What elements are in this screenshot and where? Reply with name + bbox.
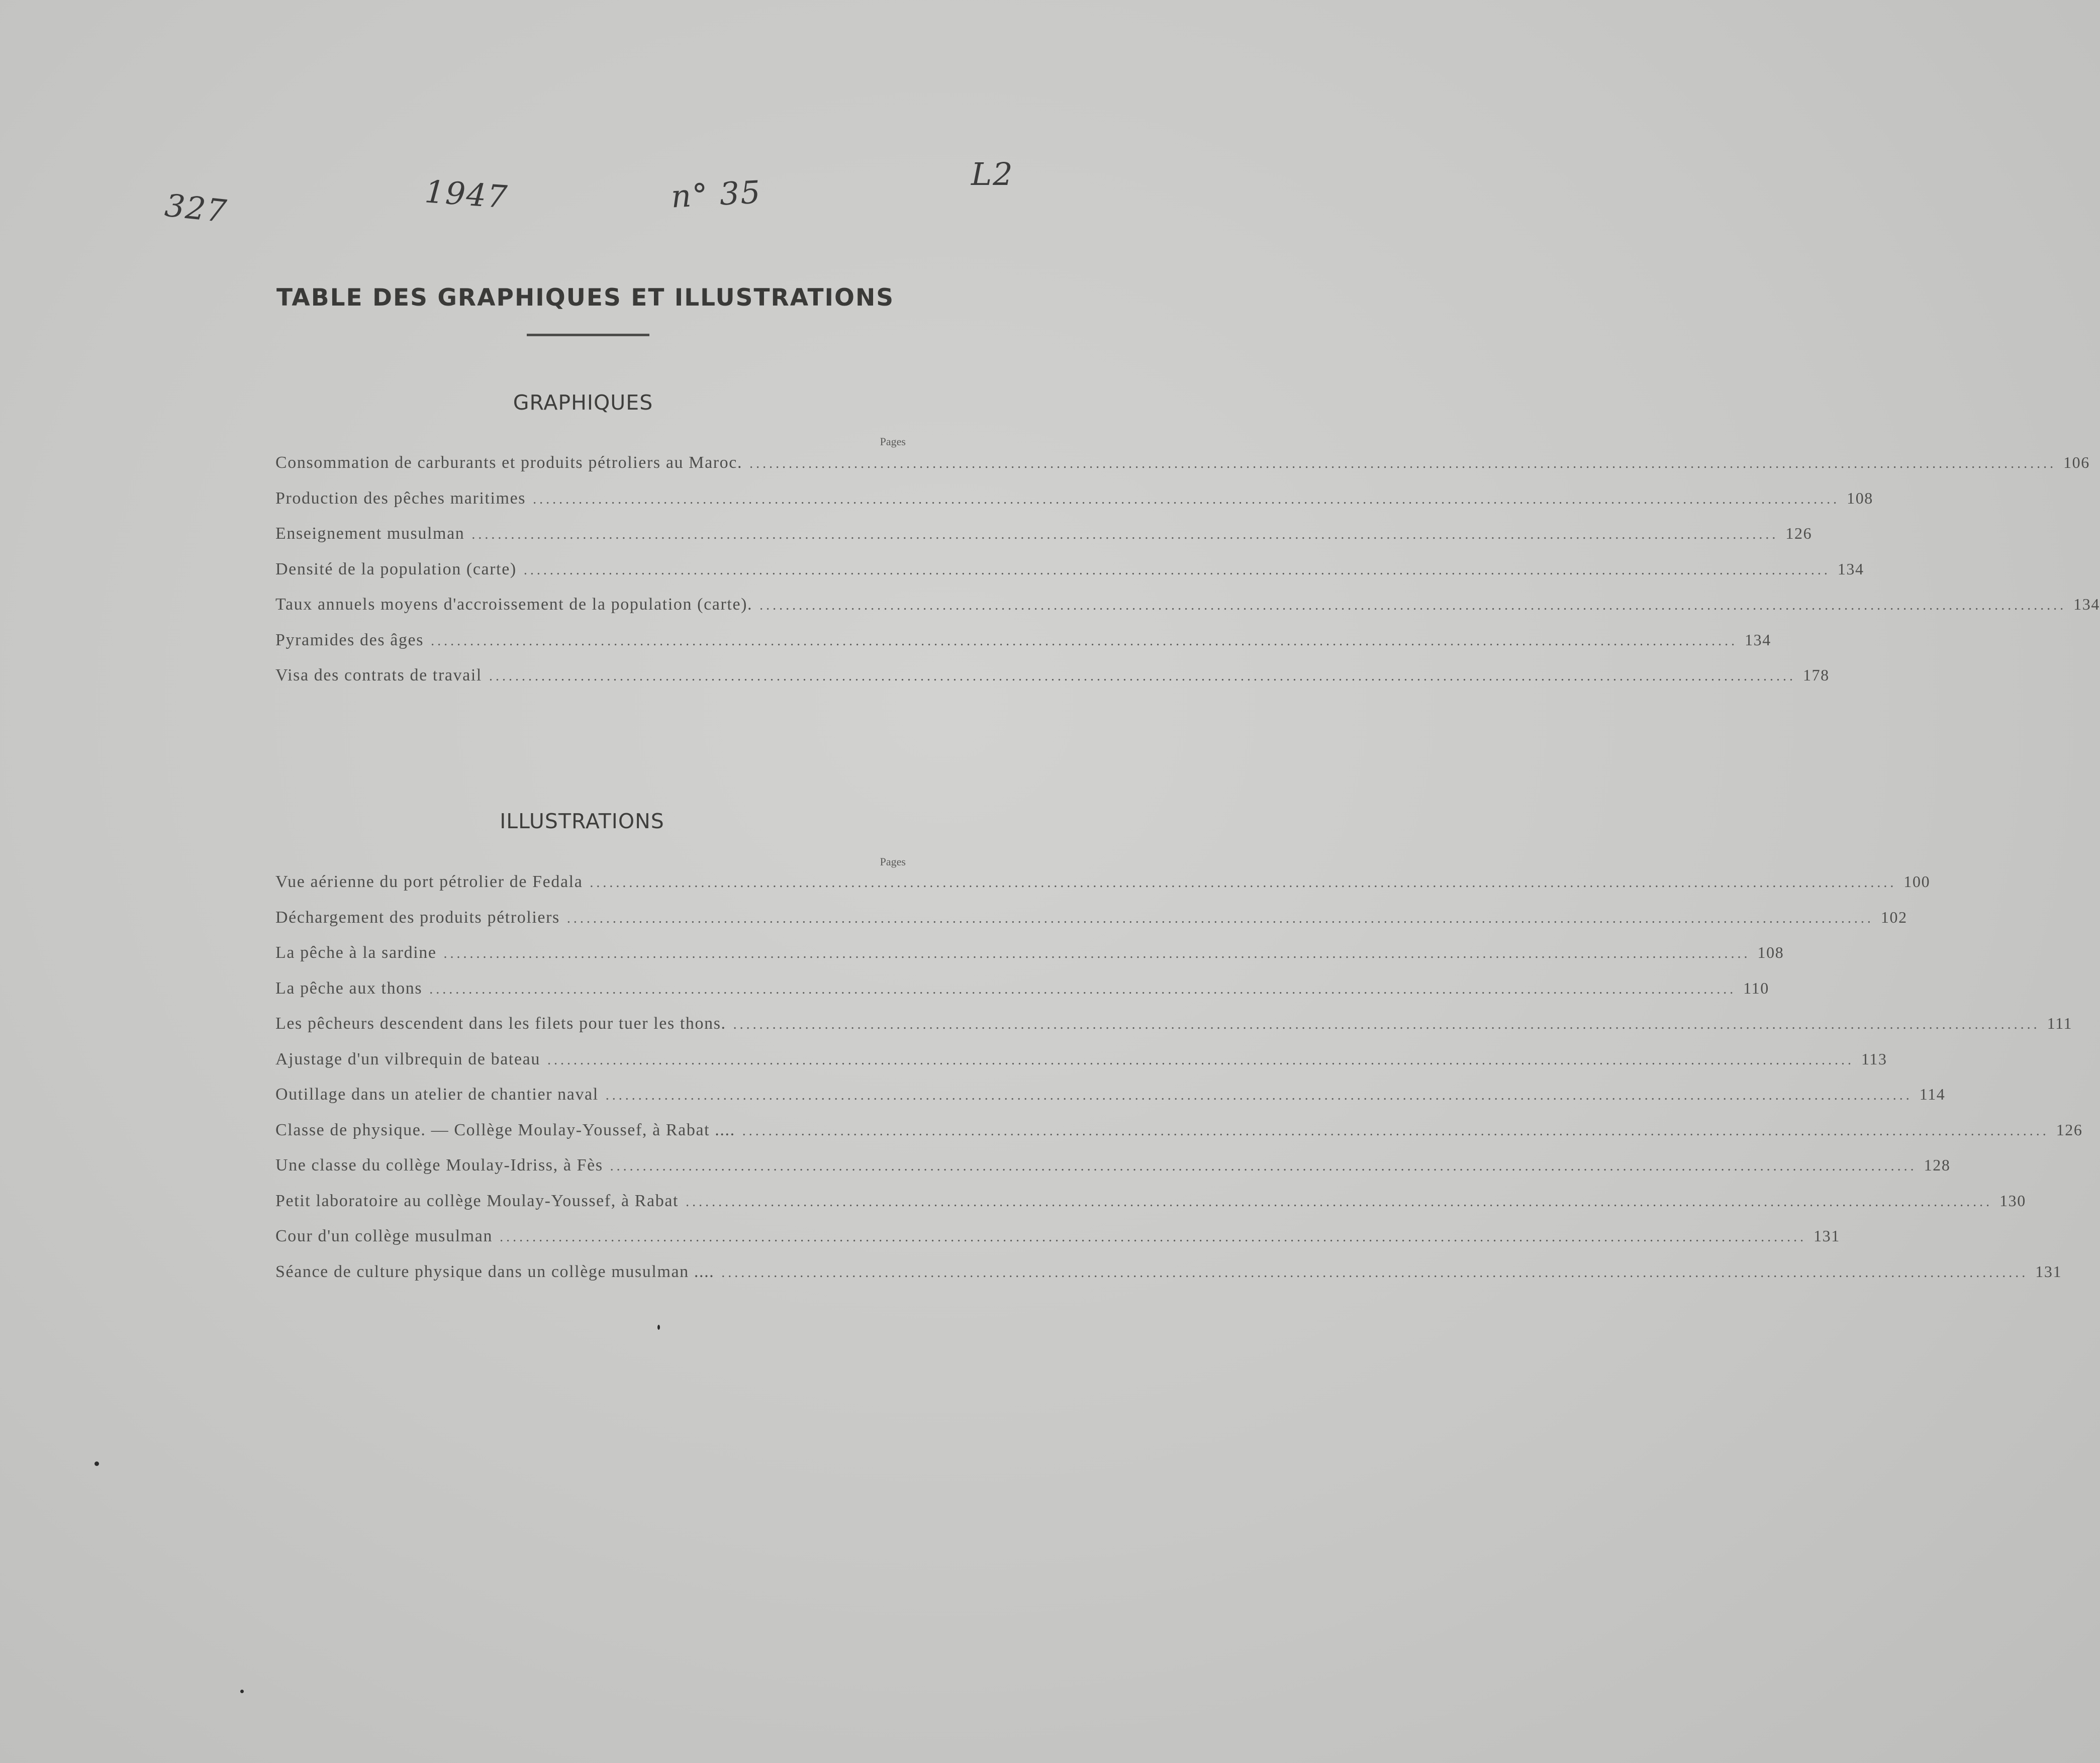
list-item	[275, 1049, 1887, 1086]
entry-text: La pêche à la sardine	[275, 943, 437, 962]
entry-text: Classe de physique. — Collège Moulay-Youssef, à Rabat ....	[275, 1120, 735, 1139]
entry-text: Visa des contrats de travail	[275, 666, 482, 684]
title-underline	[527, 334, 649, 336]
leader-dots: ........................................................................................................................................................................................................	[749, 456, 2057, 471]
list-item	[275, 1191, 2026, 1227]
list-item	[275, 1014, 2073, 1050]
entry-text: Production des pêches maritimes	[275, 488, 526, 508]
entry-text: Déchargement des produits pétroliers	[275, 908, 560, 927]
entry-page: 106	[2063, 453, 2090, 471]
entry-text: Petit laboratoire au collège Moulay-Youssef, à Rabat	[275, 1191, 679, 1210]
entry-text: Outillage dans un atelier de chantier naval	[275, 1085, 599, 1104]
leader-dots: ........................................................................................................................................................................................................	[429, 981, 1737, 997]
list-item	[275, 1085, 1946, 1121]
list-item	[275, 559, 1864, 596]
leader-dots: ........................................................................................................................................................................................................	[733, 1017, 2040, 1032]
leader-dots: ........................................................................................................................................................................................................	[523, 562, 1831, 578]
entry-text: Enseignement musulman	[275, 524, 465, 543]
entry-page: 108	[1847, 488, 1873, 507]
leader-dots: ........................................................................................................................................................................................................	[742, 1123, 2049, 1139]
list-item	[275, 872, 1931, 908]
entry-text: Consommation de carburants et produits pétroliers au Maroc.	[275, 453, 743, 472]
leader-dots: ........................................................................................................................................................................................................	[500, 1229, 1807, 1245]
entry-page: 130	[1999, 1191, 2026, 1210]
entry-page: 134	[1745, 630, 1771, 649]
list-item	[275, 666, 1830, 702]
leader-dots: ........................................................................................................................................................................................................	[721, 1264, 2029, 1281]
leader-dots: ........................................................................................................................................................................................................	[759, 598, 2067, 613]
leader-dots: ........................................................................................................................................................................................................	[686, 1194, 1993, 1210]
entry-text: Ajustage d'un vilbrequin de bateau	[275, 1049, 540, 1068]
entry-page: 178	[1802, 666, 1830, 684]
paper-speck	[240, 1690, 244, 1693]
pages-column-label: Pages	[880, 435, 906, 448]
entry-page: 102	[1880, 908, 1907, 926]
entry-text: La pêche aux thons	[275, 978, 423, 998]
entry-text: Une classe du collège Moulay-Idriss, à Fès	[275, 1156, 603, 1174]
entry-text: Vue aérienne du port pétrolier de Fedala	[275, 872, 583, 891]
leader-dots: ........................................................................................................................................................................................................	[431, 633, 1738, 649]
entry-text: Pyramides des âges	[275, 630, 424, 649]
entry-page: 131	[1813, 1227, 1840, 1245]
graphiques-list	[275, 453, 2100, 702]
leader-dots: ........................................................................................................................................................................................................	[443, 946, 1751, 961]
entry-page: 134	[1837, 559, 1864, 578]
entry-page: 110	[1743, 978, 1769, 997]
list-item	[275, 1156, 1951, 1192]
list-item	[275, 630, 1771, 666]
leader-dots: ........................................................................................................................................................................................................	[547, 1052, 1854, 1068]
list-item	[275, 943, 1784, 979]
list-item	[275, 1262, 2062, 1298]
leader-dots: ........................................................................................................................................................................................................	[605, 1088, 1913, 1103]
entry-page: 126	[1785, 524, 1812, 542]
entry-page: 113	[1861, 1049, 1887, 1068]
list-item	[275, 524, 1812, 560]
section-title-graphiques: GRAPHIQUES	[513, 390, 653, 415]
entry-text: Cour d'un collège musulman	[275, 1227, 493, 1245]
entry-text: Les pêcheurs descendent dans les filets pour tuer les thons.	[275, 1014, 726, 1033]
list-item	[275, 595, 2100, 631]
entry-text: Séance de culture physique dans un collège musulman ....	[275, 1262, 715, 1281]
handwritten-note-327: 327	[163, 186, 229, 230]
entry-page: 128	[1924, 1156, 1951, 1174]
leader-dots: ........................................................................................................................................................................................................	[471, 527, 1779, 542]
handwritten-note-year: 1947	[423, 173, 510, 216]
section-title-illustrations: ILLUSTRATIONS	[500, 809, 664, 833]
entry-page: 111	[2047, 1014, 2073, 1032]
list-item	[275, 978, 1769, 1015]
entry-page: 108	[1757, 943, 1784, 961]
entry-text: Taux annuels moyens d'accroissement de la population (carte).	[275, 595, 753, 614]
paper-speck	[94, 1461, 99, 1466]
entry-page: 126	[2056, 1120, 2083, 1139]
entry-page: 131	[2035, 1262, 2062, 1281]
handwritten-note-number: n° 35	[670, 173, 762, 215]
leader-dots: ........................................................................................................................................................................................................	[533, 491, 1840, 507]
list-item	[275, 908, 1907, 944]
entry-page: 134	[2073, 595, 2100, 613]
entry-page: 114	[1919, 1085, 1946, 1103]
entry-page: 100	[1903, 872, 1931, 891]
leader-dots: ........................................................................................................................................................................................................	[489, 668, 1796, 684]
list-item	[275, 1120, 2083, 1156]
list-item	[275, 453, 2090, 489]
page-title: TABLE DES GRAPHIQUES ET ILLUSTRATIONS	[276, 284, 895, 312]
list-item	[275, 488, 1873, 525]
illustrations-list	[275, 872, 2083, 1298]
pages-column-label: Pages	[880, 855, 906, 868]
list-item	[275, 1227, 1840, 1262]
entry-text: Densité de la population (carte)	[275, 559, 517, 578]
handwritten-note-l2: L2	[971, 156, 1014, 192]
leader-dots: ........................................................................................................................................................................................................	[590, 875, 1897, 891]
paper-speck	[657, 1325, 660, 1330]
leader-dots: ........................................................................................................................................................................................................	[566, 910, 1874, 926]
leader-dots: ........................................................................................................................................................................................................	[610, 1158, 1917, 1174]
